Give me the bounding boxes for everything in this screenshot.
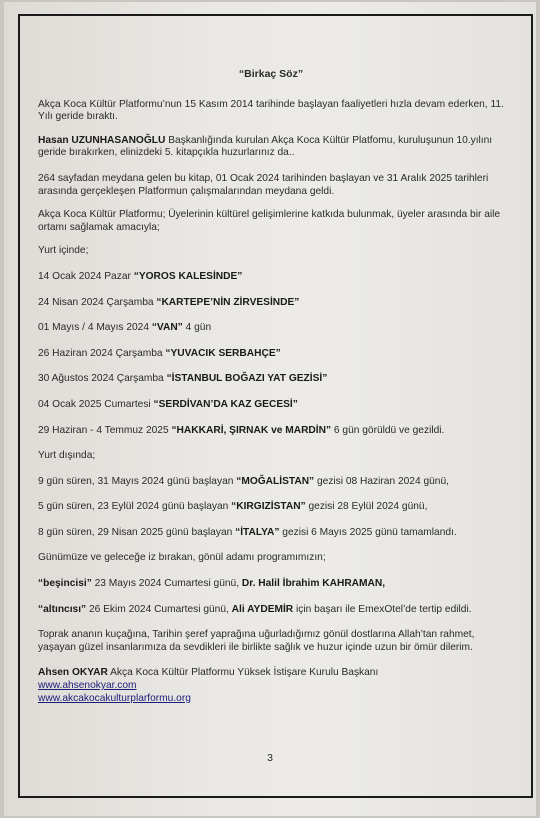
signature-name: Ahsen OKYAR — [38, 667, 108, 679]
trip-intro: 8 gün süren, 29 Nisan 2025 günü başlayan — [38, 526, 236, 538]
book-paragraph: 264 sayfadan meydana gelen bu kitap, 01 Ocak 2024 tarihinden başlayan ve 31 Aralık 2025 tarihleri arasında gerçekleşen Platformun çalışmalarından meydana geldi. — [38, 172, 489, 197]
founder-name: Hasan UZUNHASANOĞLU — [38, 134, 166, 146]
trip-suffix: 6 gün görüldü ve gezildi. — [331, 424, 445, 436]
founder-paragraph — [38, 135, 504, 160]
program-date: 26 Ekim 2024 Cumartesi günü, — [86, 603, 232, 615]
trip-date: 14 Ocak 2024 Pazar — [38, 270, 134, 282]
domestic-heading: Yurt içinde; — [38, 245, 89, 257]
purpose-paragraph: Akça Koca Kültür Platformu; Üyelerinin kültürel gelişimlerine katkıda bulunmak, üyeler arasında bir aile ortamı sağlamak amacıyla; — [38, 209, 501, 233]
program-ordinal: “altıncısı” — [38, 603, 87, 615]
trip-place: “YOROS KALESİNDE” — [133, 270, 243, 282]
website-link[interactable]: www.ahsenokyar.com — [38, 680, 137, 692]
signature-block — [38, 667, 504, 705]
domestic-trip — [38, 271, 504, 284]
trip-date: 30 Ağustos 2024 Çarşamba — [38, 373, 167, 385]
trip-place: “VAN” — [151, 322, 183, 334]
trip-end: gezisi 6 Mayıs 2025 günü tamamlandı. — [279, 526, 457, 538]
domestic-trip — [38, 322, 504, 335]
trip-date: 26 Haziran 2024 Çarşamba — [38, 347, 166, 359]
trip-suffix: 4 gün — [182, 322, 212, 334]
trip-place: “HAKKARİ, ŞIRNAK ve MARDİN” — [171, 424, 332, 436]
trip-date: 29 Haziran - 4 Temmuz 2025 — [38, 424, 172, 436]
platform-website-link[interactable]: www.akcakocakulturplarformu.org — [38, 692, 191, 704]
document-body — [38, 52, 504, 705]
domestic-trip — [38, 425, 504, 438]
trip-end: gezisi 08 Haziran 2024 günü, — [314, 475, 449, 487]
trip-country: “KIRGIZİSTAN” — [231, 501, 306, 513]
domestic-trip — [38, 297, 504, 310]
trip-place: “SERDİVAN’DA KAZ GECESİ” — [153, 398, 298, 410]
intro-paragraph: Akça Koca Kültür Platformu’nun 15 Kasım 2014 tarihinde başlayan faaliyetleri hızla devam ederken, 11. Yılı geride bıraktı. — [38, 98, 504, 123]
trip-country: “İTALYA” — [235, 526, 280, 538]
program-entry — [38, 604, 504, 617]
program-intro: Günümüze ve geleceğe iz bırakan, gönül adamı programımızın; — [38, 552, 326, 564]
abroad-heading: Yurt dışında; — [38, 450, 96, 462]
page-number: 3 — [267, 752, 273, 764]
domestic-trip — [38, 348, 504, 361]
trip-end: gezisi 28 Eylül 2024 günü, — [305, 501, 428, 513]
trip-place: “İSTANBUL BOĞAZI YAT GEZİSİ” — [166, 373, 328, 385]
trip-place: “KARTEPE’NİN ZİRVESİNDE” — [156, 296, 300, 308]
founder-text: Başkanlığında kurulan Akça Koca Kültür Platfomu, kuruluşunun 10.yılını geride bırakırken, elinizdeki 5. kitapçıkla huzurlarınız da.. — [38, 134, 493, 159]
trip-date: 04 Ocak 2025 Cumartesi — [38, 398, 154, 410]
closing-paragraph: Toprak ananın kuçağına, Tarihin şeref yaprağına uğurladığımız gönül dostlarına Allah’tan rahmet, yaşayan güzel insanlarımıza da sevdikleri ile birlikte sağlık ve huzur içinde uzun bir ömür dilerim. — [38, 629, 475, 653]
trip-place: “YUVACIK SERBAHÇE” — [165, 347, 281, 359]
program-entry — [38, 578, 504, 591]
domestic-trip — [38, 373, 504, 386]
program-ordinal: “beşincisi” — [38, 578, 92, 590]
trip-intro: 9 gün süren, 31 Mayıs 2024 günü başlayan — [38, 475, 237, 487]
abroad-trip — [38, 476, 504, 489]
abroad-trip — [38, 527, 504, 540]
trip-country: “MOĞALİSTAN” — [236, 475, 315, 487]
page-title: “Birkaç Söz” — [238, 68, 304, 80]
trip-intro: 5 gün süren, 23 Eylül 2024 günü başlayan — [38, 501, 232, 513]
program-date: 23 Mayıs 2024 Cumartesi günü, — [91, 578, 242, 590]
signature-title: Akça Koca Kültür Platformu Yüksek İstişare Kurulu Başkanı — [107, 667, 379, 679]
program-guest: Ali AYDEMİR — [231, 603, 294, 615]
trip-date: 24 Nisan 2024 Çarşamba — [38, 296, 157, 308]
trip-date: 01 Mayıs / 4 Mayıs 2024 — [38, 322, 152, 334]
program-guest: Dr. Halil İbrahim KAHRAMAN, — [241, 578, 386, 590]
abroad-trip — [38, 501, 504, 514]
program-end: için başarı ile EmexOtel’de tertip edildi. — [293, 603, 472, 615]
domestic-trip — [38, 399, 504, 412]
